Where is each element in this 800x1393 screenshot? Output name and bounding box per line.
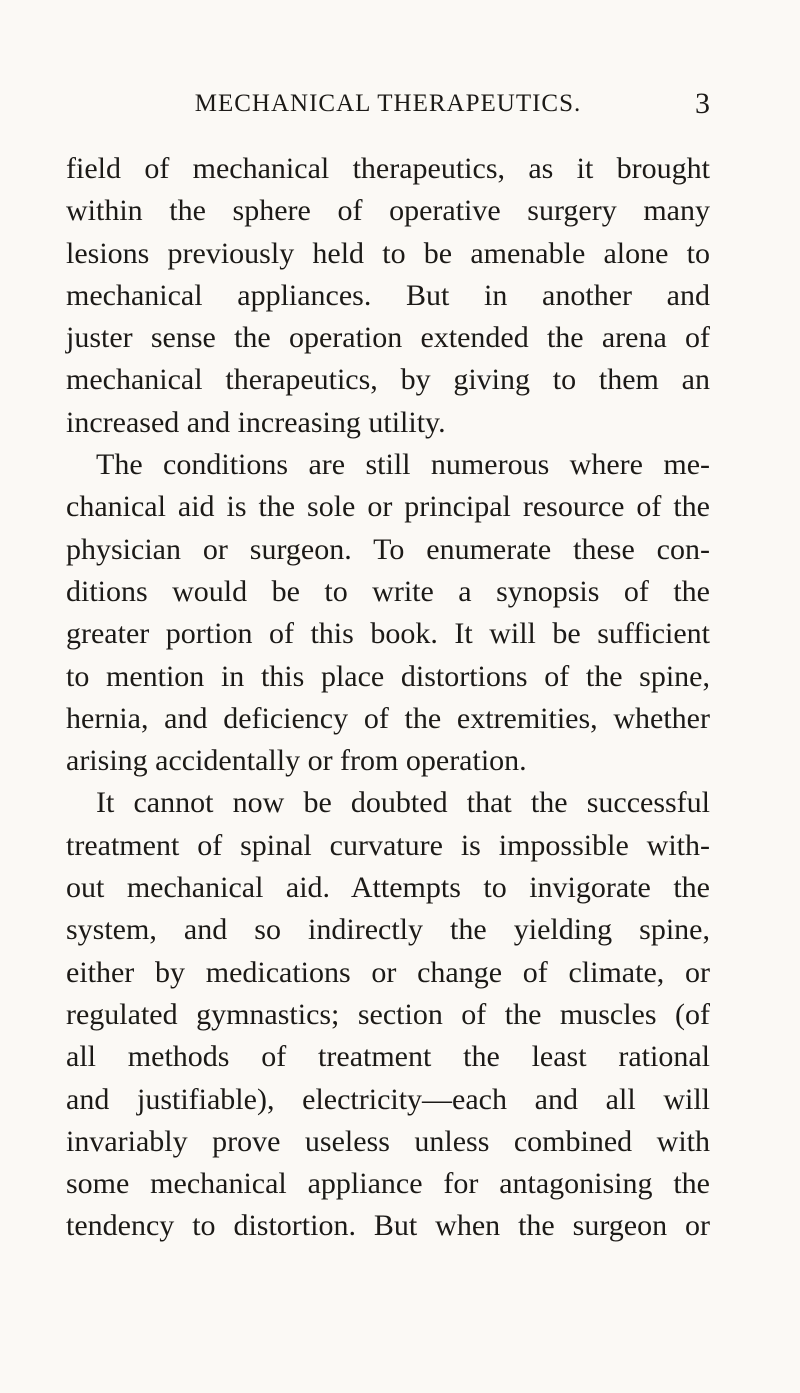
text-line: tendency to distortion. But when the surgeon or [66,1209,710,1243]
text-line: all methods of treatment the least rational [66,1040,710,1074]
text-line: out mechanical aid. Attempts to invigorate the [66,871,710,905]
text-line: hernia, and deficiency of the extremities, whether [66,701,710,735]
text-line: lesions previously held to be amenable alone to [66,236,710,270]
text-line: chanical aid is the sole or principal resource of the [66,490,710,524]
text-line: arising accidentally or from operation. [66,744,527,778]
text-line: field of mechanical therapeutics, as it brought [66,152,710,185]
text-line: regulated gymnastics; section of the muscles (of [66,997,710,1031]
text-line: increased and increasing utility. [66,405,446,439]
text-line: system, and so indirectly the yielding spine, [66,913,710,947]
text-line: to mention in this place distortions of the spine, [66,659,710,693]
text-line: within the sphere of operative surgery many [66,194,710,228]
text-line: invariably prove useless unless combined with [66,1124,710,1158]
running-title: MECHANICAL THERAPEUTICS. [194,90,582,117]
text-line: mechanical therapeutics, by giving to them an [66,363,710,397]
text-line: treatment of spinal curvature is impossible with- [66,828,710,862]
text-line: ditions would be to write a synopsis of the [66,574,710,608]
page-number: 3 [695,87,710,120]
text-line: The conditions are still numerous where me- [96,448,710,482]
body-text [66,148,710,1248]
text-line: It cannot now be doubted that the successful [96,786,710,820]
text-line: physician or surgeon. To enumerate these con- [66,532,710,566]
text-line: juster sense the operation extended the arena of [66,321,710,355]
text-line: mechanical appliances. But in another and [66,278,710,312]
text-line: greater portion of this book. It will be sufficient [66,617,710,651]
text-line: some mechanical appliance for antagonising the [66,1167,710,1201]
text-line: and justifiable), electricity—each and all will [66,1082,710,1116]
running-head [66,87,710,121]
text-line: either by medications or change of climate, or [66,955,710,989]
